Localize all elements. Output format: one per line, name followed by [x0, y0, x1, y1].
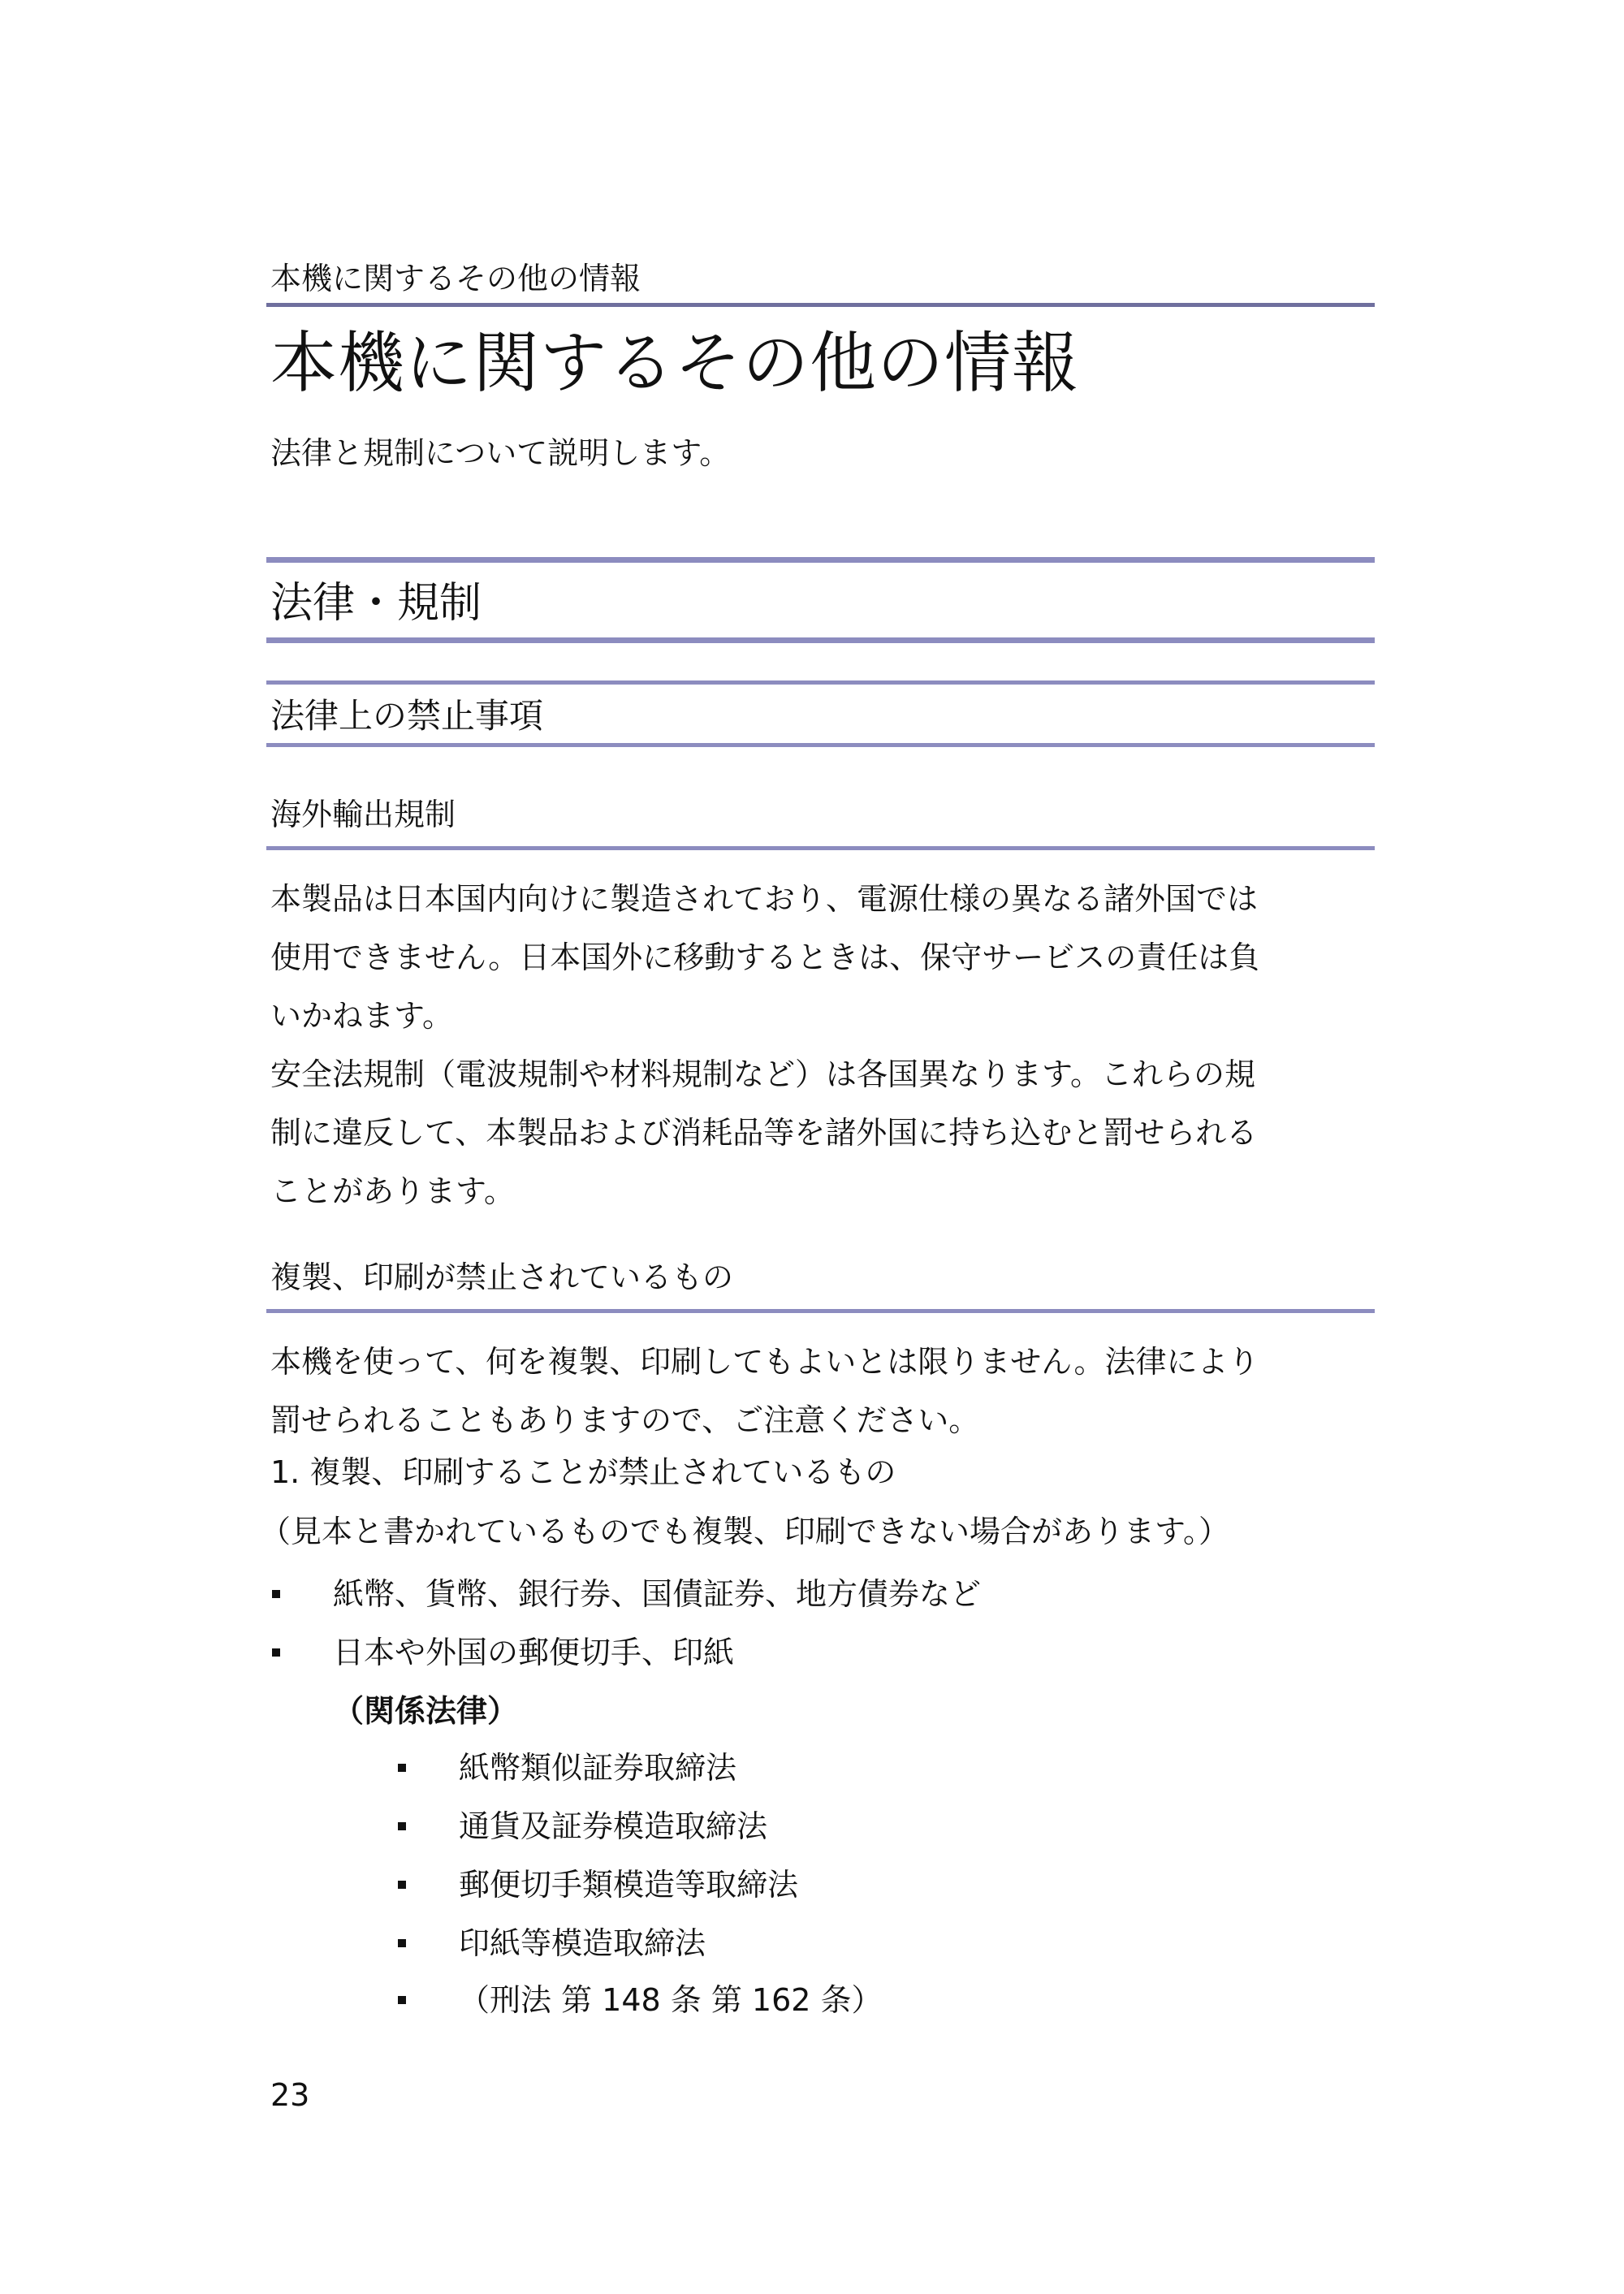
copying-line-2: 罰せられることもありますので、ご注意ください。: [270, 1402, 980, 1438]
export-line-6: ことがあります。: [270, 1173, 515, 1209]
page-title: 本機に関するその他の情報: [270, 325, 1080, 402]
law-item: 通貨及証券模造取締法: [459, 1808, 768, 1844]
copying-line-1: 本機を使って、何を複製、印刷してもよいとは限りません。法律により: [270, 1344, 1259, 1380]
header-rule: [266, 303, 1375, 307]
law-bullet-marker: [398, 1881, 406, 1889]
section-rule-top: [266, 557, 1375, 563]
export-line-3: いかねます。: [270, 998, 453, 1034]
section-heading: 法律・規制: [270, 579, 482, 628]
bullet-item: 日本や外国の郵便切手、印紙: [333, 1635, 735, 1670]
bullet-marker: [272, 1590, 280, 1598]
subsection-rule-top: [266, 680, 1375, 685]
section-rule-bottom: [266, 637, 1375, 643]
export-line-1: 本製品は日本国内向けに製造されており、電源仕様の異なる諸外国では: [270, 881, 1259, 917]
intro-text: 法律と規制について説明します。: [270, 435, 731, 471]
export-heading-rule: [266, 846, 1375, 850]
subsection-rule-bottom: [266, 743, 1375, 747]
copying-line-3: 1. 複製、印刷することが禁止されているもの: [270, 1454, 896, 1490]
bullet-marker: [272, 1648, 280, 1657]
law-bullet-marker: [398, 1996, 406, 2004]
running-header: 本機に関するその他の情報: [270, 261, 641, 296]
page-number: 23: [270, 2077, 310, 2113]
law-bullet-marker: [398, 1764, 406, 1772]
related-laws-label: （関係法律）: [333, 1693, 519, 1729]
export-heading: 海外輸出規制: [270, 797, 456, 832]
copying-heading-rule: [266, 1309, 1375, 1313]
bullet-item: 紙幣、貨幣、銀行券、国債証券、地方債券など: [333, 1576, 982, 1612]
copying-line-4: （見本と書かれているものでも複製、印刷できない場合があります。）: [260, 1514, 1229, 1549]
subsection-heading: 法律上の禁止事項: [270, 696, 544, 736]
law-item: （刑法 第 148 条 第 162 条）: [459, 1982, 883, 2018]
export-line-2: 使用できません。日本国外に移動するときは、保守サービスの責任は負: [270, 940, 1260, 975]
law-item: 郵便切手類模造等取締法: [459, 1867, 799, 1903]
law-item: 印紙等模造取締法: [459, 1925, 706, 1961]
export-line-5: 制に違反して、本製品および消耗品等を諸外国に持ち込むと罰せられる: [270, 1115, 1258, 1151]
export-line-4: 安全法規制（電波規制や材料規制など）は各国異なります。これらの規: [270, 1056, 1255, 1092]
law-bullet-marker: [398, 1822, 406, 1830]
law-item: 紙幣類似証券取締法: [459, 1750, 737, 1786]
copying-heading: 複製、印刷が禁止されているもの: [270, 1259, 734, 1295]
law-bullet-marker: [398, 1939, 406, 1947]
